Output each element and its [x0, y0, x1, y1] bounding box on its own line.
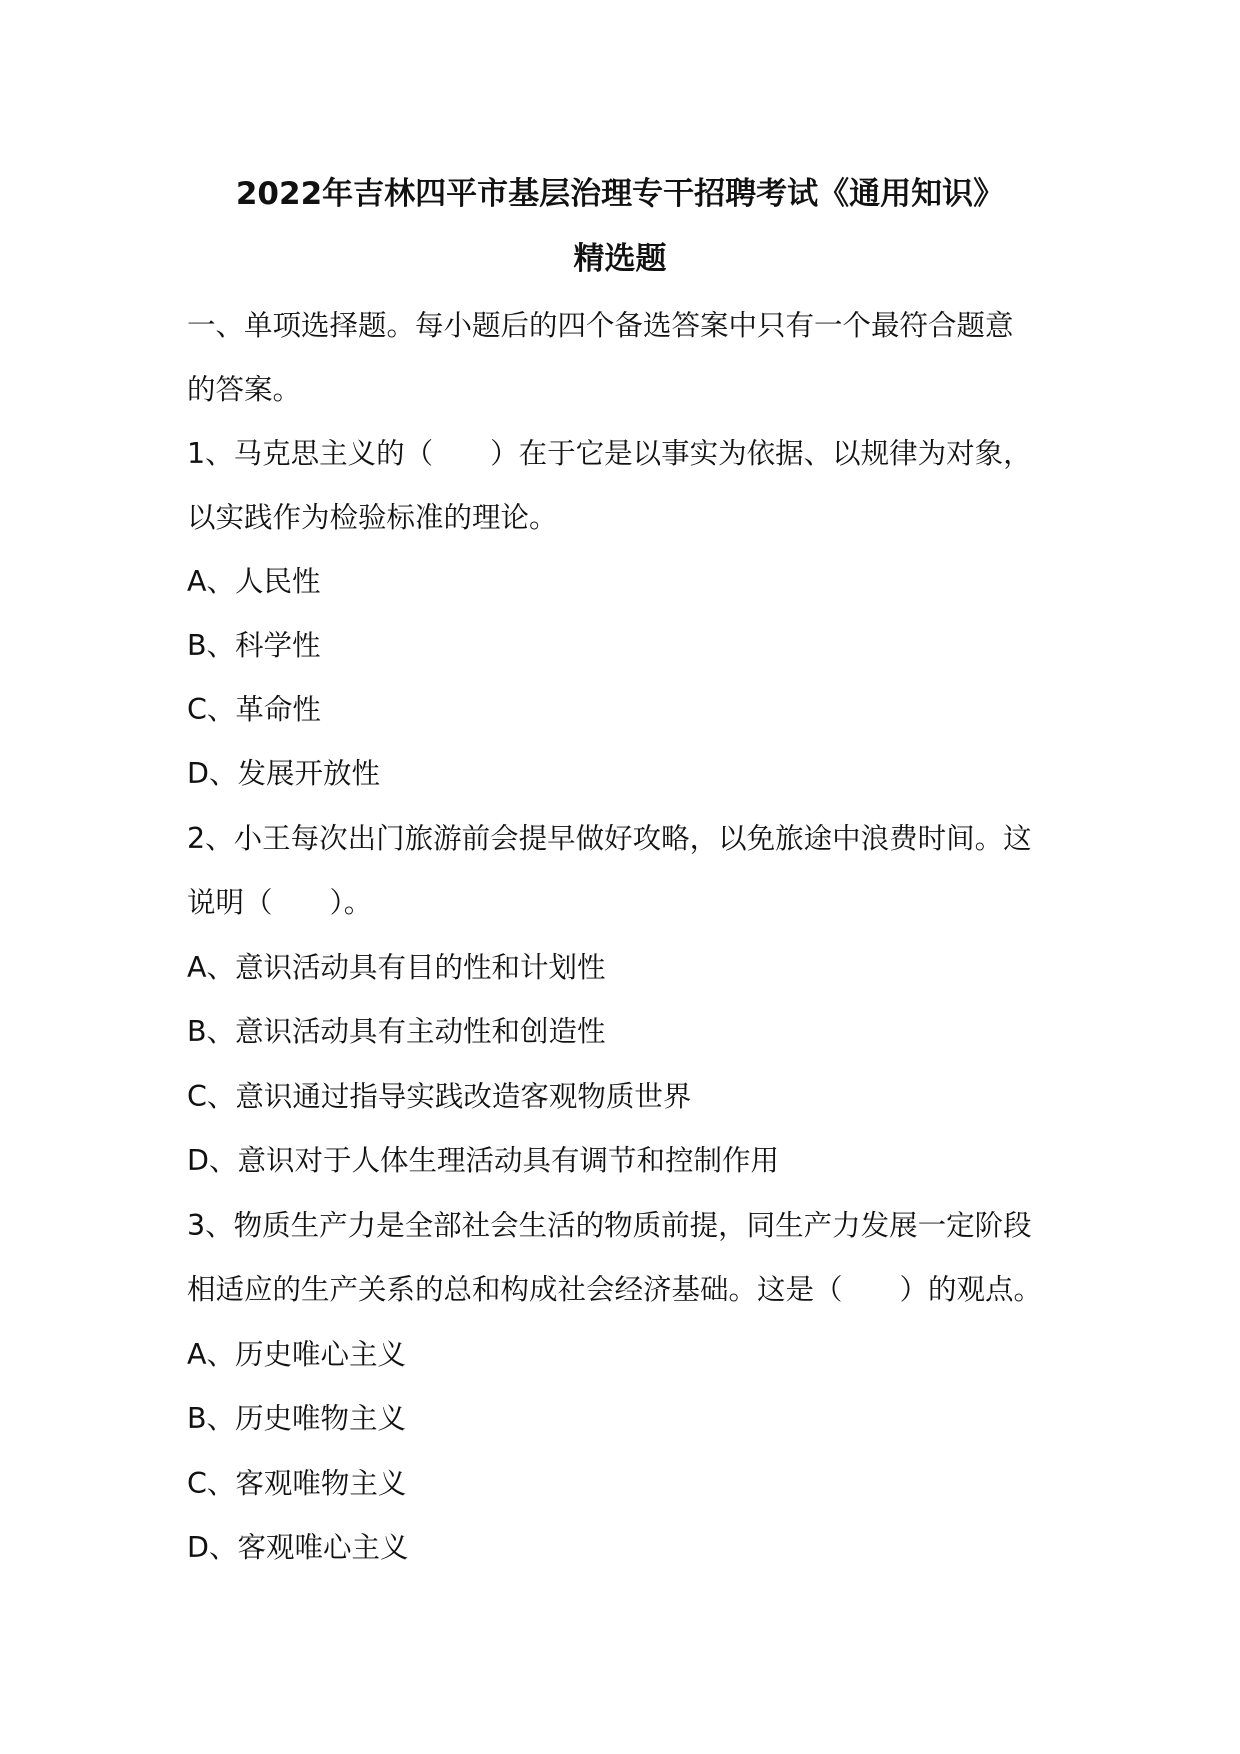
section-intro-line-2: 的答案。 [187, 373, 302, 406]
question-3-option-b: B、历史唯物主义 [187, 1402, 407, 1435]
question-3-stem-line-1: 3、物质生产力是全部社会生活的物质前提，同生产力发展一定阶段 [187, 1209, 1032, 1242]
question-2-option-a: A、意识活动具有目的性和计划性 [187, 951, 606, 984]
question-2-option-d: D、意识对于人体生理活动具有调节和控制作用 [187, 1144, 779, 1177]
document-title-line-2: 精选题 [573, 241, 667, 277]
question-3-stem-line-2: 相适应的生产关系的总和构成社会经济基础。这是（ ）的观点。 [187, 1273, 1043, 1306]
document-title-line-1: 2022年吉林四平市基层治理专干招聘考试《通用知识》 [235, 176, 1005, 212]
question-1-option-c: C、革命性 [187, 693, 321, 726]
question-1-stem-line-1: 1、马克思主义的（ ）在于它是以事实为依据、以规律为对象， [187, 437, 1032, 470]
question-2-stem-line-2: 说明（ ）。 [187, 886, 373, 919]
question-1-option-a: A、人民性 [187, 565, 321, 598]
question-1-option-d: D、发展开放性 [187, 757, 380, 790]
question-3-option-a: A、历史唯心主义 [187, 1338, 406, 1371]
question-3-option-d: D、客观唯心主义 [187, 1531, 409, 1564]
question-2-option-c: C、意识通过指导实践改造客观物质世界 [187, 1080, 692, 1113]
question-1-option-b: B、科学性 [187, 629, 321, 662]
question-1-stem-line-2: 以实践作为检验标准的理论。 [187, 501, 558, 534]
question-2-option-b: B、意识活动具有主动性和创造性 [187, 1015, 606, 1048]
question-3-option-c: C、客观唯物主义 [187, 1467, 407, 1500]
section-intro-line-1: 一、单项选择题。每小题后的四个备选答案中只有一个最符合题意 [187, 309, 1014, 342]
question-2-stem-line-1: 2、小王每次出门旅游前会提早做好攻略，以免旅途中浪费时间。这 [187, 822, 1032, 855]
